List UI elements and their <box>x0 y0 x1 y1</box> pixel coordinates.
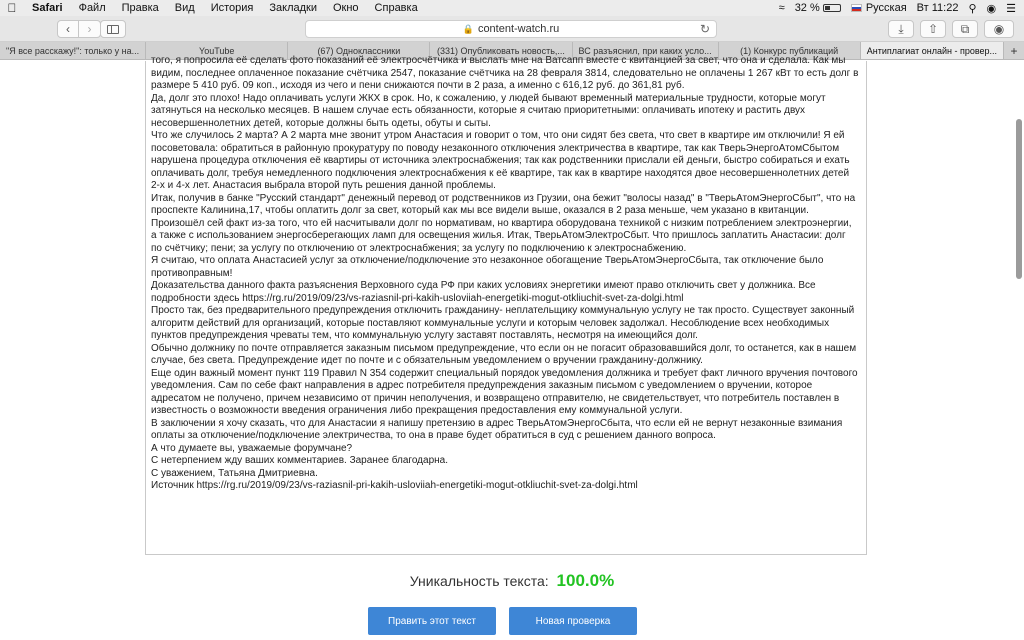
menu-app-safari[interactable]: Safari <box>32 2 63 14</box>
menu-bookmarks[interactable]: Закладки <box>269 2 317 14</box>
menubar-status-area <box>779 2 1024 15</box>
tab-youtube[interactable]: YouTube <box>146 42 288 59</box>
battery-percent: 32 % <box>794 2 820 14</box>
menu-view[interactable]: Вид <box>174 2 195 14</box>
battery-status[interactable] <box>795 2 841 14</box>
tab-vs-article[interactable]: ВС разъяснил, при каких усло... <box>573 42 719 59</box>
tabs-icon: ⧉ <box>960 21 970 36</box>
apple-menu-icon[interactable] <box>0 1 24 15</box>
uniqueness-label: Уникальность текста: <box>409 573 549 589</box>
download-icon: ⤓ <box>898 21 904 36</box>
tab-contest[interactable]: (1) Конкурс публикаций <box>719 42 861 59</box>
uniqueness-result <box>0 571 1024 591</box>
downloads-button[interactable] <box>888 20 914 38</box>
page-scrollbar[interactable] <box>1016 61 1022 640</box>
chevron-right-icon: › <box>87 22 92 36</box>
lock-icon: 🔒 <box>462 23 474 34</box>
sidebar-icon <box>107 25 119 34</box>
forward-button[interactable] <box>79 20 101 38</box>
navigation-buttons <box>57 20 101 38</box>
tab-antiplagiat[interactable]: Антиплагиат онлайн - провер... <box>861 42 1004 59</box>
new-check-button[interactable]: Новая проверка <box>509 607 637 635</box>
edit-text-button[interactable]: Править этот текст <box>368 607 496 635</box>
extension-button[interactable] <box>984 20 1014 38</box>
search-icon[interactable]: ⚲ <box>968 2 977 15</box>
notification-center-icon[interactable]: ☰ <box>1006 2 1016 15</box>
clock[interactable]: Вт 11:22 <box>916 2 959 14</box>
browser-toolbar <box>0 16 1024 42</box>
wifi-icon[interactable]: ≈ <box>778 2 785 14</box>
tab-odnoklassniki[interactable]: (67) Одноклассники <box>288 42 430 59</box>
sidebar-toggle-button[interactable] <box>100 20 126 38</box>
input-language-label: Русская <box>865 2 907 14</box>
input-language[interactable] <box>851 2 907 14</box>
menu-file[interactable]: Файл <box>78 2 106 14</box>
uniqueness-value: 100.0% <box>556 571 615 590</box>
extension-icon: ◉ <box>993 22 1005 36</box>
reload-icon[interactable]: ↻ <box>699 22 710 36</box>
tab-overview-button[interactable] <box>952 20 978 38</box>
menu-help[interactable]: Справка <box>374 2 418 14</box>
scrollbar-thumb[interactable] <box>1016 119 1022 279</box>
share-icon: ⇧ <box>927 22 939 36</box>
chevron-left-icon: ‹ <box>66 22 70 36</box>
menu-history[interactable]: История <box>210 2 254 14</box>
tab-1[interactable]: "Я все расскажу!": только у на... <box>0 42 146 59</box>
battery-icon <box>823 4 841 12</box>
checked-text: того, я попросила её сделать фото показаний её электросчётчика и выслать мне на Ватсапп вместе с квитанцией за свет, что она и сделала. Как мы видим, последнее оплаченное показание счётчика 2547, показание счётчика на 28 февраля 3814, следовательно не оплачены 1 267 кВт то есть долг в размере 5 410 руб. 09 коп., исходя из чего и пени снижаются почти в 2 раза, а именно с 616,12 руб. до 361,81 руб. Да, долг это плохо! Надо оплачивать услуги ЖКХ в срок. Но, к сожалению, у людей бывают временный материальные трудности, которые могут затянуться на несколько месяцев. В нашем случае есть обязанности, которые я считаю приоритетными: оплачивать ипотеку и растить двух несовершеннолетних детей, которые должны быть одеты, обуты и сыты. Что же случилось 2 марта? А 2 марта мне звонит утром Анастасия и говорит о том, что они сидят без света, что свет в квартире им отключили! Я ей посоветовала: обратиться в районную прокуратуру по поводу незаконного отключения электричества в квартире, так как ТверьЭнергоАтомСбытом нарушена процедура отключения её квартиры от источника электроснабжения; так как родственники прислали ей деньги, быстро собираться и ехать оплачивать долг, требуя немедленного подключения электроснабжения к её квартире, так как в квартире находятся двое несовершеннолетних детей 2-х и 4-х лет. Анастасия выбрала второй путь решения данной проблемы. Итак, получив в банке "Русский стандарт" денежный перевод от родственников из Грузии, она бежит "волосы назад" в "ТверьАтомЭнергоСбыт", что на проспекте Калинина,17, чтобы оплатить долг за свет, который как мы все видели выше, оказался в 2 раза меньше, чем указано в квитанции. Произошёл сей факт из-за того, что ей насчитывали долг по нормативам, но квартира оборудована техникой с низким потреблением электроэнергии, а также с использованием энергосберегающих ламп для освещения жилья. Итак, ТверьАтомЭлектроСбыт. Что пришлось заплатить Анастасии: долг по счётчику; пени; за услугу по отключению от электроснабжения; за услугу по подключению к электроснабжению. Я считаю, что оплата Анастасией услуг за отключение/подключение это незаконное обогащение ТверьАтомЭнергоСбыта, так отключение было противоправным! Доказательства данного факта разъяснения Верховного суда РФ при каких условиях энергетики имеют право отключить свет у должника. Все подробности здесь https://rg.ru/2019/09/23/vs-raziasnil-pri-kakih-usloviiah-energetiki-mogut-otkliuchit-svet-za-dolgi.html Просто так, без предварительного предупреждения отключить гражданину- неплательщику коммунальную услугу не так просто. Существует законный алгоритм действий для организаций, которые поставляют коммунальные услуги и которым человек задолжал. Несоблюдение всех необходимых пунктов предупреждения чреваты тем, что коммунальную услугу заставят поставлять, несмотря на имеющийся долг. Обычно должнику по почте отправляется заказным письмом предупреждение, что если он не погасит образовавшийся долг, то останется, как в нашем случае, без света. Предупреждение идет по почте и с обязательным уведомлением о вручении гражданину-должнику. Еще один важный момент пункт 119 Правил N 354 содержит специальный порядок уведомления должника и требует факт личного вручения почтового уведомления. Сам по себе факт направления в адрес потребителя предупреждения заказным письмом с уведомлением о вручении, которое адресатом не получено, причем независимо от причин неполучения, и возвращено отправителю, не свидетельствует, что потребитель поставлен в известность о возможности введения ограничения либо прекращения предоставления ему коммунальной услуги. В заключении я хочу сказать, что для Анастасии я напишу претензию в адрес ТверьАтомЭнергоСбыта, что если ей не вернут незаконные взимания оплаты за отключение/подключение электричества, то она в праве будет обратиться в суд с решением данного вопроса. А что думаете вы, уважаемые форумчане? С нетерпением жду ваших комментариев. Заранее благодарна. С уважением, Татьяна Дмитриевна. Источник https://rg.ru/2019/09/23/vs-raziasnil-pri-kakih-usloviiah-energetiki-mogut-otkliuchit-svet-za-dolgi.html <box>151 55 859 491</box>
page-content <box>0 55 1024 640</box>
macos-menu-bar <box>0 0 1024 16</box>
menu-edit[interactable]: Правка <box>121 2 159 14</box>
tab-publish-news[interactable]: (331) Опубликовать новость,... <box>430 42 572 59</box>
toolbar-right-buttons <box>888 20 1014 38</box>
menu-window[interactable]: Окно <box>332 2 359 14</box>
back-button[interactable] <box>57 20 79 38</box>
address-bar[interactable] <box>305 20 717 38</box>
address-bar-url: content-watch.ru <box>477 23 560 35</box>
new-tab-button[interactable]: + <box>1010 44 1018 58</box>
siri-icon[interactable]: ◉ <box>986 2 997 15</box>
russian-flag-icon <box>851 4 862 12</box>
share-button[interactable] <box>920 20 946 38</box>
checked-text-box[interactable] <box>145 55 867 555</box>
